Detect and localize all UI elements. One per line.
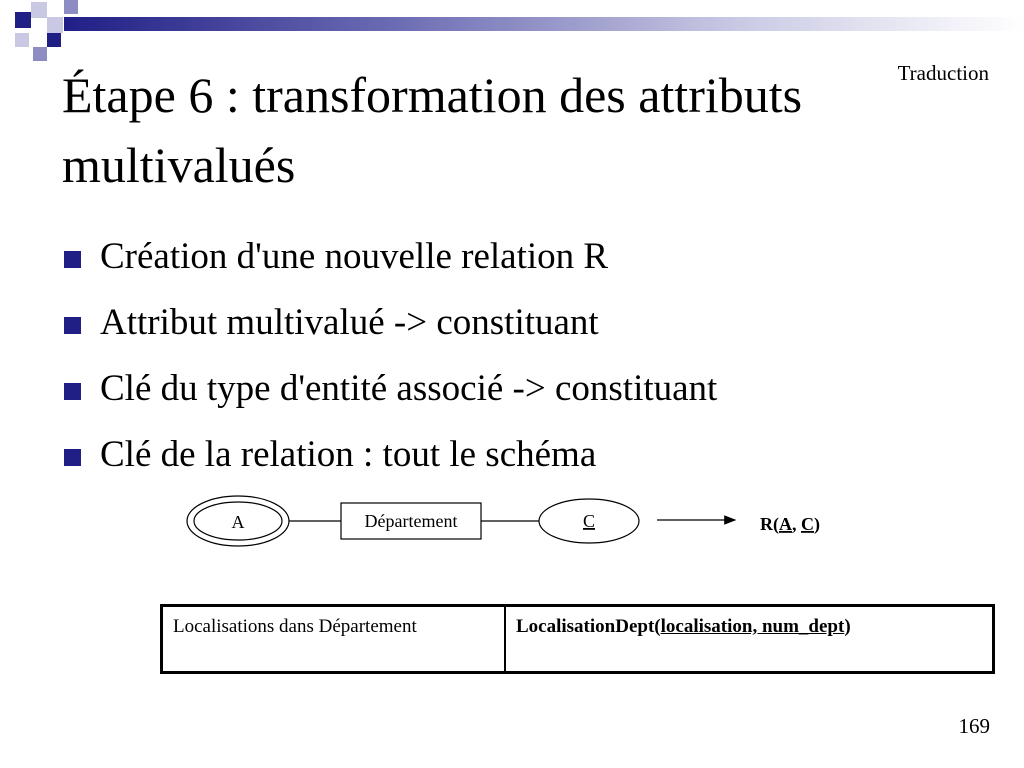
example-relation-suffix: )	[844, 616, 851, 637]
bullet-text: Clé du type d'entité associé -> constituant	[100, 368, 718, 409]
key-attribute-ellipse	[539, 499, 639, 543]
result-suffix: )	[814, 514, 820, 534]
example-relation-name: LocalisationDept(	[516, 616, 661, 637]
page-number: 169	[958, 714, 990, 738]
example-relation-cell	[506, 607, 992, 671]
example-description: Localisations dans Département	[173, 616, 417, 637]
multivalued-attribute-ellipse	[187, 496, 289, 546]
entity-box	[341, 503, 481, 539]
result-separator: ,	[792, 514, 801, 534]
bullet-text: Clé de la relation : tout le schéma	[100, 434, 597, 475]
result-prefix: R(	[760, 514, 779, 534]
bullet-text: Création d'une nouvelle relation R	[100, 236, 609, 277]
result-key-2: C	[801, 514, 814, 534]
result-key-1: A	[779, 514, 792, 534]
multivalued-attribute-label: A	[231, 512, 245, 532]
key-attribute-label: C	[582, 511, 596, 531]
result-relation	[760, 514, 820, 535]
slide-title: Étape 6 : transformation des attributs multivalués	[62, 67, 803, 193]
entity-label: Département	[364, 511, 458, 531]
example-relation-keys: localisation, num_dept	[660, 616, 845, 637]
example-table	[160, 604, 995, 674]
section-label: Traduction	[897, 61, 989, 85]
bullet-text: Attribut multivalué -> constituant	[100, 302, 599, 343]
example-description-cell	[163, 607, 506, 671]
